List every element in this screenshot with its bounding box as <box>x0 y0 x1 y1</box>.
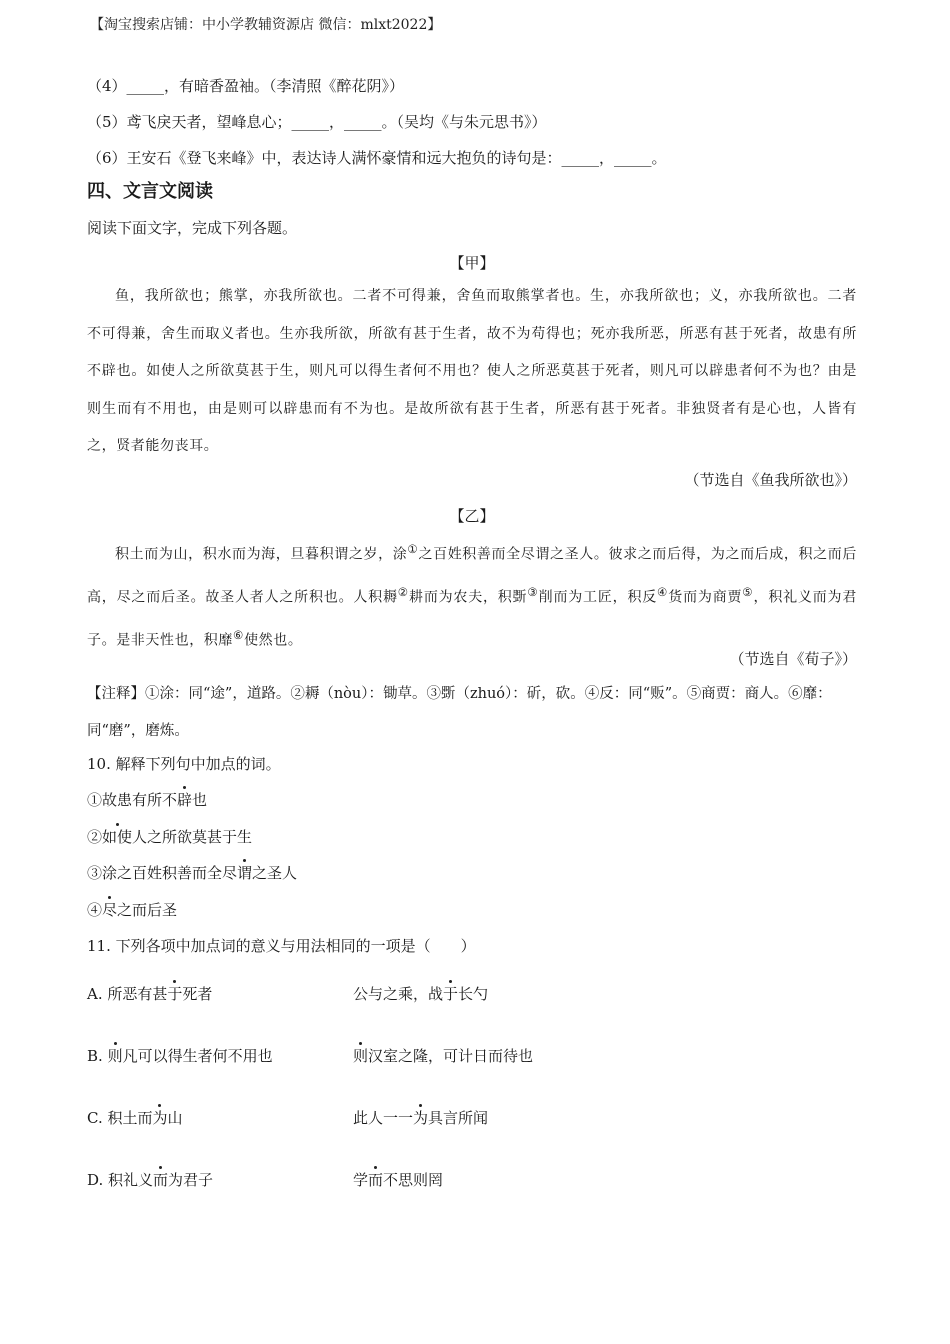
passage-a-label: 【甲】 <box>449 254 495 272</box>
question-10-item-2: ②如使人之所欲莫甚于生 <box>87 828 253 846</box>
fill-line-5: （5）鸢飞戾天者，望峰息心；_____，_____。（吴均《与朱元思书》） <box>87 113 547 131</box>
instruction: 阅读下面文字，完成下列各题。 <box>87 219 298 237</box>
footnote-mark: ③ <box>527 585 539 600</box>
option-b: B. 则凡可以得生者何不用也 则汉室之隆，可计日而待也 <box>87 1047 534 1065</box>
fill-line-4: （4）_____，有暗香盈袖。（李清照《醉花阴》） <box>87 77 405 95</box>
passage-b-segment: ，积礼义而为君子。是非天性也，积靡 <box>87 589 857 649</box>
annotation-notes: 【注释】①涂：同“途”，道路。②耨（nòu）：锄草。③斲（zhuó）：斫，砍。④反：同“贩”。⑤商贾：商人。⑥靡：同“磨”，磨炼。 <box>87 686 832 739</box>
section-title: 四、文言文阅读 <box>87 181 213 202</box>
passage-b-source: （节选自《荀子》） <box>729 650 857 668</box>
passage-a-source: （节选自《鱼我所欲也》） <box>684 471 857 489</box>
passage-b-segment: 货而为商贾 <box>668 589 743 606</box>
dotted-word: 谓 <box>237 864 253 882</box>
footnote-mark: ⑤ <box>742 585 754 600</box>
dotted-word: 而 <box>153 1171 169 1189</box>
option-d-compare: 学而不思则罔 <box>353 1171 444 1189</box>
dotted-word: 为 <box>152 1109 168 1127</box>
footnote-mark: ② <box>397 585 410 600</box>
passage-b-text <box>87 531 857 660</box>
dotted-word: 于 <box>443 985 459 1003</box>
question-11-stem: 11. 下列各项中加点词的意义与用法相同的一项是（ ） <box>87 937 476 955</box>
question-10-item-4: ④尽之而后圣 <box>87 901 178 919</box>
option-a: A. 所恶有甚于死者 公与之乘，战于长勺 <box>87 985 489 1003</box>
option-c-compare: 此人一一为具言所闻 <box>353 1109 489 1127</box>
footnote-mark: ⑥ <box>233 628 245 643</box>
question-10-stem: 10. 解释下列句中加点的词。 <box>87 755 281 773</box>
passage-b-label: 【乙】 <box>449 507 495 525</box>
option-c: C. 积土而为山 此人一一为具言所闻 <box>87 1109 489 1127</box>
option-b-compare: 则汉室之隆，可计日而待也 <box>353 1047 534 1065</box>
fill-line-6: （6）王安石《登飞来峰》中，表达诗人满怀豪情和远大抱负的诗句是：_____，_____。 <box>87 149 667 167</box>
question-10-item-3: ③涂之百姓积善而全尽谓之圣人 <box>87 864 298 882</box>
page-header: 【淘宝搜索店铺：中小学教辅资源店 微信：mlxt2022】 <box>90 17 442 33</box>
passage-b-segment: 耕而为农夫，积斲 <box>409 589 528 606</box>
passage-a-text: 鱼，我所欲也；熊掌，亦我所欲也。二者不可得兼，舍鱼而取熊掌者也。生，亦我所欲也；义，亦我所欲也。二者不可得兼，舍生而取义者也。生亦我所欲，所欲有甚于生者，故不为苟得也；死亦我所恶，所恶有甚于死者，故患有所不辟也。如使人之所欲莫甚于生，则凡可以得生者何不用也？使人之所恶莫甚于死者，则凡可以辟患者何不为也？由是则生而有不用也，由是则可以辟患而有不为也。是故所欲有甚于生者，所恶有甚于死者。非独贤者有是心也，人皆有之，贤者能勿丧耳。 <box>87 288 857 454</box>
option-a-compare: 公与之乘，战于长勺 <box>353 985 489 1003</box>
footnote-mark: ④ <box>657 585 669 600</box>
dotted-word: 辟 <box>177 791 193 809</box>
question-10-item-1: ①故患有所不辟也 <box>87 791 208 809</box>
passage-b-segment: 使然也。 <box>244 632 303 649</box>
dotted-word: 则 <box>353 1047 369 1065</box>
footnote-mark: ① <box>407 542 419 556</box>
passage-b-segment: 削而为工匠，积反 <box>538 589 658 606</box>
dotted-word: 尽 <box>102 901 118 919</box>
passage-b-segment: 积土而为山，积水而为海，旦暮积谓之岁，涂 <box>115 546 408 563</box>
dotted-word: 如使 <box>102 828 133 846</box>
passage-b-segment: 之百姓积善而全尽谓之圣人。彼求之而后得，为之而后成，积之而后高，尽之而后圣。故圣人者人之所积也。人积耨 <box>87 546 857 606</box>
dotted-word: 则 <box>107 1047 123 1065</box>
dotted-word: 为 <box>413 1109 429 1127</box>
dotted-word: 于 <box>167 985 183 1003</box>
option-d: D. 积礼义而为君子 学而不思则罔 <box>87 1171 444 1189</box>
dotted-word: 而 <box>368 1171 384 1189</box>
